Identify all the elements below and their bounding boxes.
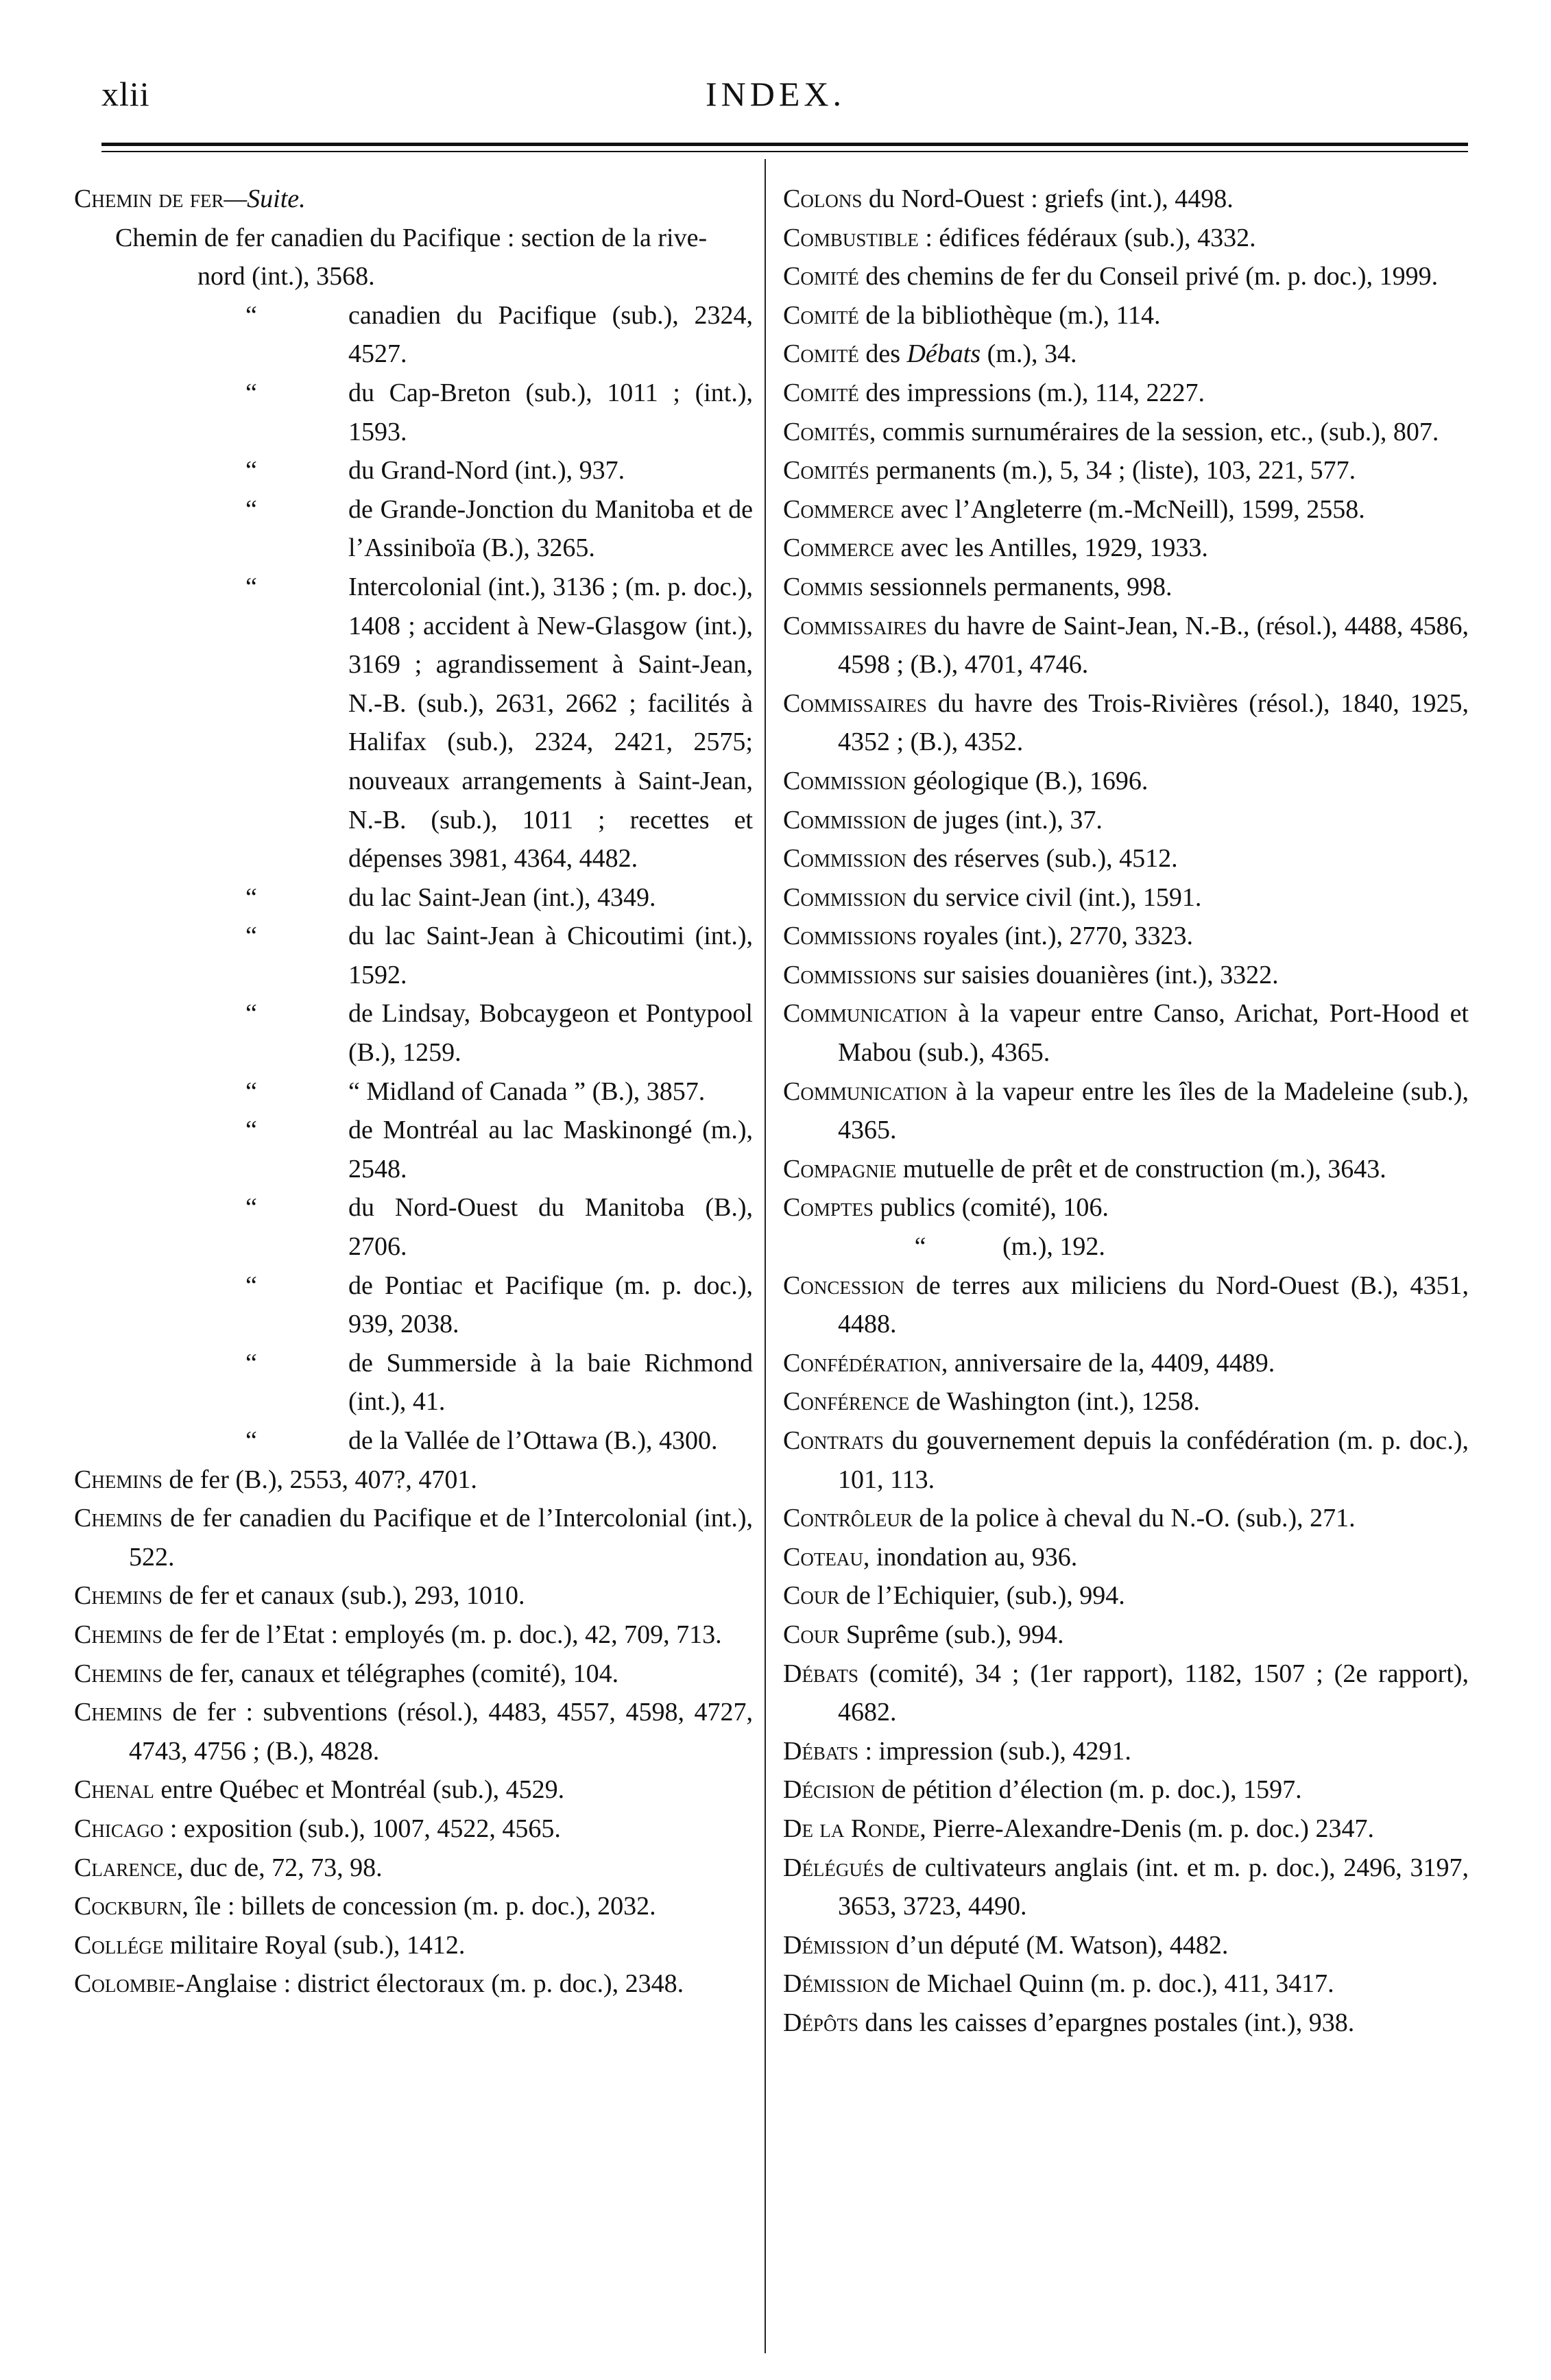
entry-text: à la vapeur entre Canso, Arichat, Port-Hood et Mabou (sub.), 4365. (838, 999, 1469, 1068)
index-entry (783, 180, 1469, 219)
entry-text: de terres aux miliciens du Nord-Ouest (B.), 4351, 4488. (838, 1271, 1469, 1339)
index-entry (783, 1849, 1469, 1926)
sub-entry (74, 374, 753, 451)
ditto-mark: “ (245, 494, 257, 524)
index-entry (74, 1849, 753, 1888)
ditto-mark: “ (245, 1116, 257, 1145)
index-entry (783, 568, 1469, 607)
entry-text: des impressions (m.), 114, 2227. (858, 378, 1205, 407)
index-entry (783, 1266, 1469, 1344)
ditto-mark: “ (245, 378, 257, 407)
entry-lead: Contrôleur (783, 1504, 913, 1533)
entry-text: des (858, 339, 907, 369)
index-entry (74, 1770, 753, 1810)
entry-lead: Commissaires (783, 688, 927, 718)
index-entry (783, 335, 1469, 374)
entry-text: de fer : subventions (résol.), 4483, 4557, 4598, 4727, 4743, 4756 ; (B.), 4828. (129, 1698, 753, 1766)
entry-lead: Colombie (74, 1969, 176, 1999)
entry-text: de cultivateurs anglais (int. et m. p. doc.), 2496, 3197, 3653, 3723, 4490. (838, 1853, 1469, 1921)
entry-lead: Commissions (783, 960, 917, 989)
sub-entry-text: de Montréal au lac Maskinongé (m.), 2548. (348, 1116, 753, 1183)
entry-lead: Chicago (74, 1814, 164, 1843)
ditto-mark: “ (245, 1077, 257, 1106)
entry-text: de la police à cheval du N.-O. (sub.), 271. (912, 1504, 1356, 1533)
entry-lead: Cour (783, 1581, 840, 1611)
index-entry (783, 1538, 1469, 1577)
entry-text: de fer de l’Etat : employés (m. p. doc.), 42, 709, 713. (162, 1620, 722, 1649)
sub-entry (74, 1072, 753, 1111)
sub-entry-text: de la Vallée de l’Ottawa (B.), 4300. (348, 1426, 718, 1455)
entry-text: , inondation au, 936. (863, 1542, 1078, 1572)
index-entry (783, 219, 1469, 258)
entry-text: , duc de, 72, 73, 98. (176, 1853, 383, 1882)
index-entry (74, 1810, 753, 1849)
entry-lead: Dépôts (783, 2008, 858, 2037)
ditto-mark: “ (245, 300, 257, 330)
entry-list (74, 1461, 753, 2004)
entry-text: de Washington (int.), 1258. (909, 1387, 1201, 1417)
entry-text: , île : billets de concession (m. p. doc.), 2032. (182, 1892, 656, 1921)
entry-text: permanents (m.), 5, 34 ; (liste), 103, 221, 577. (869, 456, 1356, 485)
index-entry (783, 1421, 1469, 1499)
sub-entry-list (74, 296, 753, 1461)
entry-lead: Commissions (783, 922, 917, 951)
entry-text: géologique (B.), 1696. (906, 766, 1149, 795)
index-entry (74, 1615, 753, 1655)
entry-text: -Anglaise : district électoraux (m. p. doc.), 2348. (176, 1969, 684, 1999)
entry-lead: Commission (783, 844, 906, 874)
sub-entry-text: du Cap-Breton (sub.), 1011 ; (int.), 1593. (348, 378, 753, 446)
index-entry (783, 1188, 1469, 1227)
index-entry (783, 762, 1469, 801)
entry-text: : édifices fédéraux (sub.), 4332. (918, 223, 1256, 252)
ditto-mark: “ (245, 1426, 257, 1455)
ditto-mark: “ (245, 1193, 257, 1223)
entry-text: de fer (B.), 2553, 407?, 4701. (162, 1465, 477, 1494)
index-entry (783, 684, 1469, 762)
sub-entry (74, 878, 753, 917)
page-number: xlii (101, 75, 150, 113)
entry-text: publics (comité), 106. (873, 1193, 1109, 1223)
index-entry (74, 1964, 753, 2004)
entry-lead: Communication (783, 1077, 948, 1106)
ditto-mark: “ (245, 572, 257, 601)
sub-entry (74, 1111, 753, 1188)
sub-entry (74, 568, 753, 878)
index-entry (783, 917, 1469, 956)
entry-lead: Colons (783, 184, 863, 213)
index-entry (783, 1072, 1469, 1150)
index-entry (783, 1344, 1469, 1383)
index-entry (783, 607, 1469, 684)
entry-text: de Michael Quinn (m. p. doc.), 411, 3417. (889, 1969, 1334, 1999)
entry-lead: De la Ronde (783, 1814, 920, 1843)
entry-lead: Comité (783, 262, 859, 291)
sub-entry-text: du lac Saint-Jean à Chicoutimi (int.), 1592. (348, 922, 753, 989)
entry-lead: Démission (783, 1930, 889, 1960)
entry-lead: Commissaires (783, 611, 927, 640)
ditto-mark: “ (245, 1271, 257, 1300)
entry-text: avec l’Angleterre (m.-McNeill), 1599, 2558. (893, 494, 1365, 524)
entry-lead: Comité (783, 339, 859, 369)
entry-lead: Commis (783, 572, 863, 601)
index-entry (783, 529, 1469, 568)
index-entry (783, 1227, 1469, 1266)
column-divider (765, 159, 766, 2353)
index-entry (783, 2004, 1469, 2043)
sub-entry (74, 1421, 753, 1461)
entry-lead: Débats (783, 1736, 858, 1766)
index-entry (783, 374, 1469, 413)
entry-lead: Commission (783, 766, 906, 795)
entry-lead: Chemins (74, 1659, 163, 1688)
entry-lead: Comité (783, 300, 859, 330)
index-entry (783, 1926, 1469, 1965)
entry-lead: Comités (783, 456, 869, 485)
entry-text: des réserves (sub.), 4512. (906, 844, 1178, 874)
entry-text: de fer canadien du Pacifique et de l’Intercolonial (int.), 522. (129, 1504, 753, 1572)
entry-lead: Débats (783, 1659, 858, 1688)
entry-list (783, 180, 1469, 2043)
entry-italic: Débats (906, 339, 981, 369)
sub-entry (74, 451, 753, 490)
index-entry (74, 1576, 753, 1615)
header-rule-thin (101, 151, 1468, 152)
entry-text: du havre de Saint-Jean, N.-B., (résol.), 4488, 4586, 4598 ; (B.), 4701, 4746. (838, 611, 1469, 680)
entry-lead: Décision (783, 1775, 875, 1805)
index-entry (74, 1655, 753, 1694)
sub-entry-text: de Pontiac et Pacifique (m. p. doc.), 939, 2038. (348, 1271, 753, 1339)
ditto-mark: “ (245, 882, 257, 912)
index-entry (783, 257, 1469, 296)
entry-lead: Comité (783, 378, 859, 407)
entry-lead: Compagnie (783, 1154, 897, 1183)
entry-lead: Collége (74, 1930, 164, 1960)
entry-text: de fer et canaux (sub.), 293, 1010. (162, 1581, 525, 1611)
entry-lead: Chemins (74, 1581, 163, 1611)
continued-heading (74, 180, 753, 219)
running-title: INDEX. (705, 75, 846, 113)
entry-lead: Commerce (783, 533, 894, 563)
index-entry (783, 413, 1469, 452)
entry-lead: Cour (783, 1620, 840, 1649)
entry-lead: Conférence (783, 1387, 910, 1417)
index-entry (783, 1499, 1469, 1538)
sub-entry (74, 994, 753, 1072)
entry-lead: Chemins (74, 1620, 163, 1649)
entry-lead: Chemins (74, 1698, 163, 1727)
continued-suffix: —Suite. (224, 184, 306, 213)
entry-lead: Chemins (74, 1504, 163, 1533)
entry-lead: Cockburn (74, 1892, 182, 1921)
sub-entry-text: “ Midland of Canada ” (B.), 3857. (348, 1077, 706, 1106)
index-entry (783, 1576, 1469, 1615)
entry-text: du havre des Trois-Rivières (résol.), 1840, 1925, 4352 ; (B.), 4352. (838, 688, 1469, 757)
sub-entry-text: de Grande-Jonction du Manitoba et de l’Assiniboïa (B.), 3265. (348, 494, 753, 563)
entry-text: de l’Echiquier, (sub.), 994. (839, 1581, 1125, 1611)
entry-text: d’un député (M. Watson), 4482. (889, 1930, 1229, 1960)
index-entry (783, 1382, 1469, 1421)
entry-lead: Communication (783, 999, 948, 1029)
entry-lead: Commerce (783, 494, 894, 524)
entry-text: , commis surnuméraires de la session, etc., (sub.), 807. (869, 417, 1439, 446)
entry-text: à la vapeur entre les îles de la Madeleine (sub.), 4365. (838, 1077, 1469, 1145)
entry-lead: Clarence (74, 1853, 177, 1882)
index-entry (783, 490, 1469, 529)
entry-text: du service civil (int.), 1591. (906, 882, 1202, 912)
entry-text: royales (int.), 2770, 3323. (916, 922, 1194, 951)
entry-text: sessionnels permanents, 998. (863, 572, 1173, 601)
entry-text: de fer, canaux et télégraphes (comité), 104. (162, 1659, 619, 1688)
entry-lead: Commission (783, 805, 906, 834)
entry-text: de pétition d’élection (m. p. doc.), 1597. (874, 1775, 1302, 1805)
entry-text: de juges (int.), 37. (906, 805, 1103, 834)
entry-text: , anniversaire de la, 4409, 4489. (941, 1348, 1275, 1378)
sub-entry (74, 296, 753, 374)
index-entry (783, 1615, 1469, 1655)
entry-lead: Démission (783, 1969, 889, 1999)
ditto-mark: “ (245, 922, 257, 951)
entry-text: (comité), 34 ; (1er rapport), 1182, 1507 ; (2e rapport), 4682. (838, 1659, 1469, 1727)
entry-lead: Comités (783, 417, 869, 446)
index-entry (783, 451, 1469, 490)
entry-text: avec les Antilles, 1929, 1933. (893, 533, 1208, 563)
entry-text: , Pierre-Alexandre-Denis (m. p. doc.) 2347. (919, 1814, 1374, 1843)
entry-text: des chemins de fer du Conseil privé (m. p. doc.), 1999. (858, 262, 1439, 291)
ditto-mark: “ (245, 999, 257, 1029)
entry-lead: Concession (783, 1271, 904, 1300)
index-entry (74, 1461, 753, 1500)
index-entry (783, 878, 1469, 917)
entry-lead: Commission (783, 882, 906, 912)
index-entry (783, 801, 1469, 840)
index-entry (783, 1964, 1469, 2004)
sub-entry-text: de Lindsay, Bobcaygeon et Pontypool (B.), 1259. (348, 999, 753, 1068)
entry-lead: Contrats (783, 1426, 884, 1455)
entry-text: sur saisies douanières (int.), 3322. (916, 960, 1279, 989)
ditto-mark: “ (914, 1232, 926, 1262)
header-rule-thick (101, 143, 1468, 146)
sub-entry (74, 917, 753, 994)
sub-entry (74, 1344, 753, 1421)
entry-lead: Délégués (783, 1853, 885, 1882)
entry-lead: Chemin de fer (74, 184, 224, 213)
entry-text: Suprême (sub.), 994. (839, 1620, 1064, 1649)
entry-lead: Chenal (74, 1775, 154, 1805)
sub-entry-text: canadien du Pacifique (sub.), 2324, 4527. (348, 300, 753, 369)
entry-lead: Chemins (74, 1465, 163, 1494)
page-header (0, 0, 1551, 137)
index-entry (74, 1693, 753, 1770)
index-entry (74, 1499, 753, 1576)
index-entry (74, 1887, 753, 1926)
entry-text: : impression (sub.), 4291. (858, 1736, 1131, 1766)
sub-entry-text: du Grand-Nord (int.), 937. (348, 456, 625, 485)
sub-entry-text: du lac Saint-Jean (int.), 4349. (348, 882, 656, 912)
entry-text: entre Québec et Montréal (sub.), 4529. (154, 1775, 565, 1805)
sub-entry-text: Intercolonial (int.), 3136 ; (m. p. doc.), 1408 ; accident à New-Glasgow (int.), 3169 ; agrandissement à Saint-Jean, N.-B. (sub.), 2631, 2662 ; facilités à Halifax (sub.), 2324, 2421, 2575; nouveaux arrangements à Saint-Jean, N.-B. (sub.), 1011 ; recettes et dépenses 3981, 4364, 4482. (348, 572, 753, 874)
entry-text: du Nord-Ouest : griefs (int.), 4498. (862, 184, 1234, 213)
entry-text: dans les caisses d’epargnes postales (int.), 938. (858, 2008, 1355, 2037)
index-entry (783, 1732, 1469, 1771)
entry-text: militaire Royal (sub.), 1412. (163, 1930, 466, 1960)
entry-text: (m.), 192. (1002, 1232, 1105, 1262)
ditto-mark: “ (245, 456, 257, 485)
entry-lead: Combustible (783, 223, 919, 252)
index-entry (783, 1770, 1469, 1810)
entry-lead: Confédération (783, 1348, 941, 1378)
entry-text: : exposition (sub.), 1007, 4522, 4565. (163, 1814, 561, 1843)
ditto-mark: “ (245, 1348, 257, 1378)
sub-entry-text: de Summerside à la baie Richmond (int.), 41. (348, 1348, 753, 1417)
entry-text: (m.), 34. (981, 339, 1077, 369)
index-entry (783, 1810, 1469, 1849)
sub-entry (74, 1266, 753, 1344)
entry-lead: Coteau (783, 1542, 863, 1572)
index-entry (783, 1655, 1469, 1732)
sub-entry-text: du Nord-Ouest du Manitoba (B.), 2706. (348, 1193, 753, 1262)
index-entry (783, 994, 1469, 1072)
right-column (783, 180, 1469, 2043)
entry-text: de la bibliothèque (m.), 114. (858, 300, 1161, 330)
index-entry (783, 1150, 1469, 1189)
left-column (74, 180, 753, 2004)
index-entry (783, 956, 1469, 995)
sub-entry (74, 1188, 753, 1266)
entry-lead: Comptes (783, 1193, 874, 1223)
sub-entry (74, 490, 753, 568)
entry-text: du gouvernement depuis la confédération (m. p. doc.), 101, 113. (838, 1426, 1469, 1494)
index-entry (783, 296, 1469, 335)
index-entry (783, 839, 1469, 878)
entry-text: mutuelle de prêt et de construction (m.), 3643. (896, 1154, 1386, 1183)
index-entry (74, 1926, 753, 1965)
first-sub-entry: Chemin de fer canadien du Pacifique : section de la rive-nord (int.), 3568. (115, 223, 708, 291)
